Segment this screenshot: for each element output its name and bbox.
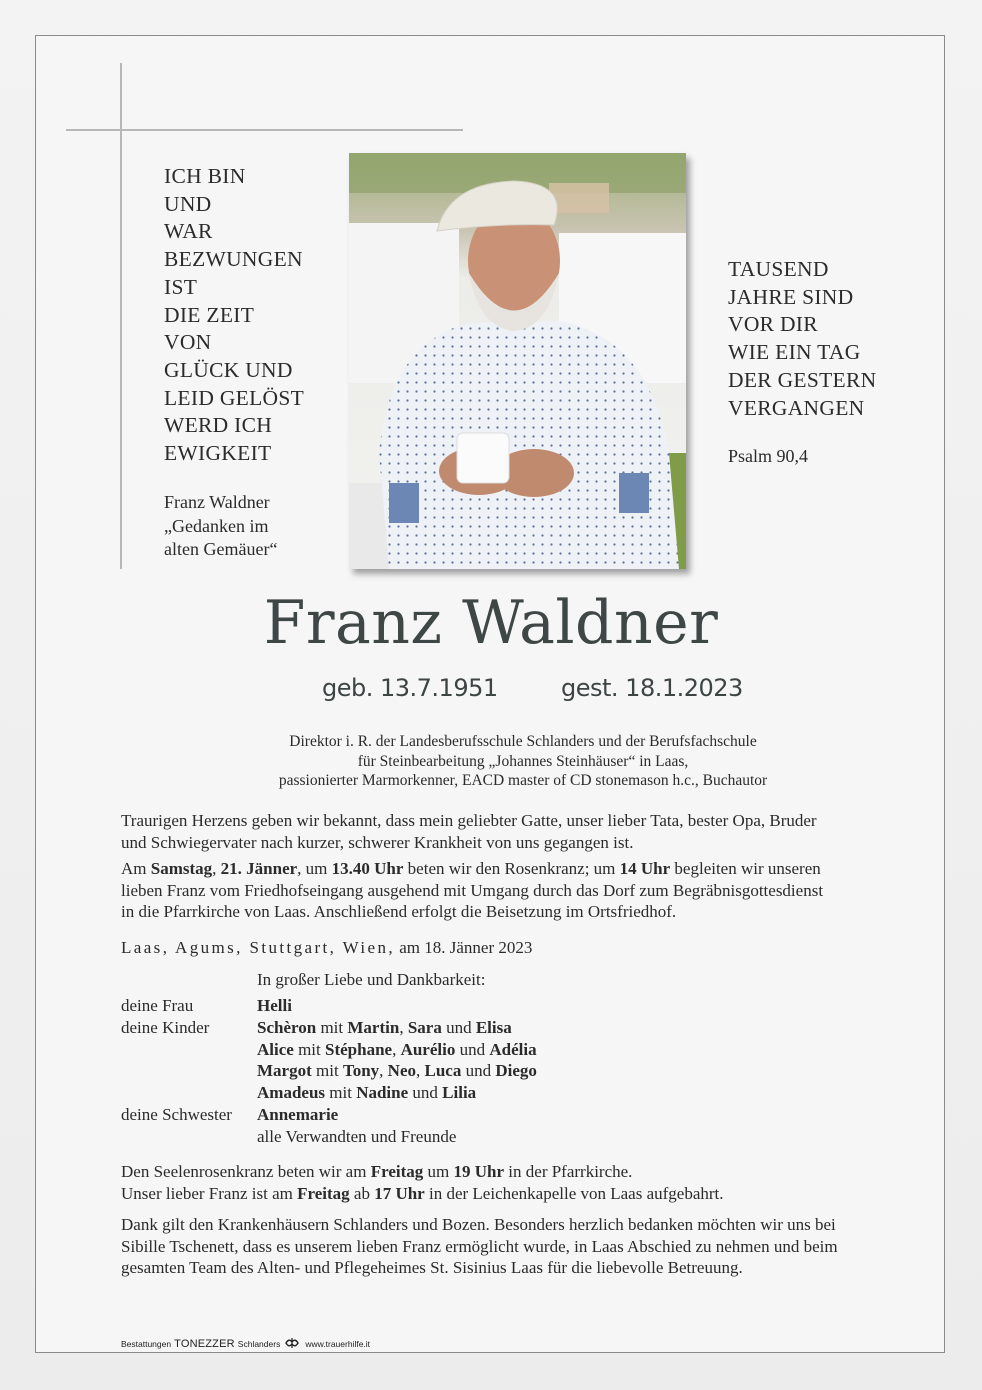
text-line: gesamten Team des Alten- und Pflegeheimes St. Sisinius Laas für die liebevolle Betreuung. — [121, 1258, 743, 1278]
family-row: Alice mit Stéphane, Aurélio und Adélia — [257, 1039, 537, 1059]
trauerhilfe-logo-icon — [284, 1337, 300, 1351]
deceased-name: Franz Waldner — [263, 588, 719, 658]
family-row: deine Schwester Annemarie — [121, 1104, 339, 1124]
psalm-source: Psalm 90,4 — [728, 446, 809, 466]
text-line: Am Samstag, 21. Jänner, um 13.40 Uhr beten wir den Rosenkranz; um 14 Uhr begleiten wir unseren — [121, 859, 821, 878]
poem-line: IST — [164, 274, 198, 299]
poem-line: DER GESTERN — [728, 367, 877, 392]
text-line: Den Seelenrosenkranz beten wir am Freitag um 19 Uhr in der Pfarrkirche. — [121, 1162, 633, 1181]
cross-vertical-bar — [120, 63, 122, 569]
footer-town: Schlanders — [237, 1339, 281, 1349]
title-line: für Steinbearbeitung „Johannes Steinhäuser“ in Laas, — [357, 752, 689, 770]
poem-line: UND — [164, 191, 212, 216]
poem-left-source — [164, 491, 277, 562]
poem-line: GLÜCK UND — [164, 357, 293, 382]
relation-label: deine Kinder — [121, 1017, 210, 1037]
source-line: alten Gemäuer“ — [164, 539, 278, 559]
announcement-paragraph — [121, 810, 891, 853]
birth-date: geb. 13.7.1951 — [322, 674, 498, 702]
text-line: in die Pfarrkirche von Laas. Anschließend erfolgt die Beisetzung im Ortsfriedhof. — [121, 902, 677, 922]
text-line: Unser lieber Franz ist am Freitag ab 17 Uhr in der Leichenkapelle von Laas aufgebahrt. — [121, 1183, 724, 1203]
poem-line: DIE ZEIT — [164, 302, 255, 327]
poem-line: WIE EIN TAG — [728, 340, 861, 365]
footer-credit — [121, 1337, 370, 1351]
text-line: Traurigen Herzens geben wir bekannt, dass mein geliebter Gatte, unser lieber Tata, bester Opa, Bruder — [121, 811, 817, 830]
poem-right — [728, 256, 876, 422]
place-date-line: Laas, Agums, Stuttgart, Wien, am 18. Jänner 2023 — [121, 938, 533, 957]
title-line: passionierter Marmorkenner, EACD master of CD stonemason h.c., Buchautor — [278, 772, 768, 789]
family-list — [121, 995, 537, 1148]
portrait-photo — [349, 153, 686, 569]
family-row: deine Frau Helli — [121, 996, 292, 1015]
funeral-paragraph — [121, 858, 891, 923]
source-line: „Gedanken im — [164, 515, 269, 536]
footer-url[interactable]: www.trauerhilfe.it — [305, 1339, 371, 1349]
poem-line: TAUSEND — [728, 257, 829, 281]
titles-block — [0, 732, 982, 791]
text-line: und Schwiegervater nach kurzer, schwerer Krankheit von uns gegangen ist. — [121, 832, 634, 852]
family-row: alle Verwandten und Freunde — [257, 1126, 457, 1146]
thanks-paragraph — [121, 1214, 891, 1279]
death-date: gest. 18.1.2023 — [561, 674, 743, 702]
text-line: Dank gilt den Krankenhäusern Schlanders und Bozen. Besonders herzlich bedanken möchten wir uns bei — [121, 1215, 836, 1234]
poem-line: WERD ICH — [164, 413, 273, 438]
relation-label: deine Frau — [121, 996, 194, 1015]
poem-line: VOR DIR — [728, 312, 818, 337]
title-line: Direktor i. R. der Landesberufsschule Schlanders und der Berufsfachschule — [289, 733, 757, 750]
text-line: Sibille Tschenett, dass es unserem lieben Franz ermöglicht wurde, in Laas Abschied zu nehmen und beim — [121, 1236, 838, 1256]
relation-label: deine Schwester — [121, 1104, 232, 1124]
poem-line: LEID GELÖST — [164, 385, 305, 410]
poem-line: WAR — [164, 219, 213, 244]
poem-line: VERGANGEN — [728, 395, 865, 420]
family-row: deine Kinder Schèron mit Martin, Sara und Elisa — [121, 1017, 512, 1037]
cross-horizontal-bar — [66, 129, 463, 131]
family-row: Margot mit Tony, Neo, Luca und Diego — [257, 1061, 537, 1081]
source-line: Franz Waldner — [164, 492, 270, 512]
love-line: In großer Liebe und Dankbarkeit: — [257, 970, 486, 989]
poem-line: ICH BIN — [164, 164, 246, 188]
rosary-paragraph — [121, 1161, 891, 1204]
footer-prefix: Bestattungen — [121, 1339, 172, 1349]
poem-line: BEZWUNGEN — [164, 247, 303, 272]
text-line: lieben Franz vom Friedhofseingang ausgehend mit Umgang durch das Dorf zum Begräbnisgottesdienst — [121, 880, 824, 900]
poem-line: JAHRE SIND — [728, 284, 854, 309]
poem-line: VON — [164, 330, 212, 355]
poem-left — [164, 163, 334, 468]
footer-brand: TONEZZER — [174, 1338, 235, 1350]
family-row: Amadeus mit Nadine und Lilia — [257, 1083, 477, 1103]
poem-line: EWIGKEIT — [164, 441, 272, 466]
